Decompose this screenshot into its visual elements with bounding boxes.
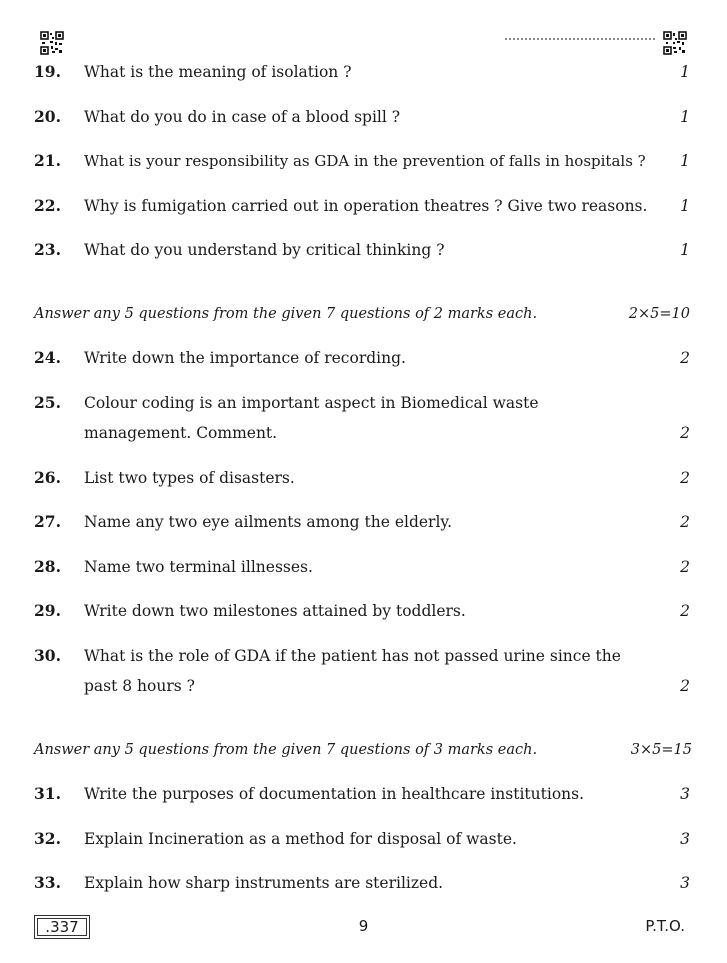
question-text: What is the meaning of isolation ? — [84, 63, 352, 81]
question-number: 20. — [34, 107, 61, 126]
section-instruction — [34, 740, 690, 760]
question-number: 27. — [34, 512, 61, 531]
qr-code-icon — [663, 31, 687, 55]
question-number: 30. — [34, 646, 61, 665]
question-number: 28. — [34, 557, 61, 576]
question-24 — [34, 343, 690, 373]
question-30 — [34, 641, 690, 701]
please-turn-over: P.T.O. — [645, 917, 685, 935]
question-text: List two types of disasters. — [84, 469, 295, 487]
question-28 — [34, 552, 690, 582]
question-number: 31. — [34, 784, 61, 803]
question-text: What is the role of GDA if the patient has not passed urine since the past 8 hours ? — [84, 647, 621, 695]
question-number: 22. — [34, 196, 61, 215]
question-text: Write down the importance of recording. — [84, 349, 406, 367]
instruction-text: Answer any 5 questions from the given 7 questions of 2 marks each. — [34, 306, 538, 322]
section-instruction — [34, 304, 690, 324]
question-marks: 1 — [680, 63, 690, 81]
question-marks: 3 — [680, 830, 690, 848]
question-text: Why is fumigation carried out in operation theatres ? Give two reasons. — [84, 197, 648, 215]
question-19 — [34, 57, 690, 87]
question-number: 26. — [34, 468, 61, 487]
question-text: Write the purposes of documentation in healthcare institutions. — [84, 785, 585, 803]
question-marks: 2 — [680, 558, 690, 576]
question-text: Explain how sharp instruments are sterilized. — [84, 874, 444, 892]
marks-scheme: 3×5=15 — [630, 742, 692, 758]
paper-code: .337 — [45, 918, 79, 936]
question-marks: 2 — [680, 677, 690, 695]
question-26 — [34, 463, 690, 493]
question-23 — [34, 235, 690, 265]
question-text: Colour coding is an important aspect in Biomedical waste management. Comment. — [84, 394, 539, 442]
question-marks: 2 — [680, 602, 690, 620]
question-number: 32. — [34, 829, 61, 848]
question-33 — [34, 868, 690, 898]
question-marks: 3 — [680, 874, 690, 892]
question-marks: 1 — [680, 152, 690, 170]
question-number: 19. — [34, 62, 61, 81]
question-marks: 1 — [680, 108, 690, 126]
question-marks: 2 — [680, 424, 690, 442]
question-number: 24. — [34, 348, 61, 367]
question-number: 23. — [34, 240, 61, 259]
question-29 — [34, 596, 690, 626]
page-number: 9 — [358, 917, 369, 935]
question-text: Name any two eye ailments among the elderly. — [84, 513, 453, 531]
marks-scheme: 2×5=10 — [628, 306, 690, 322]
question-27 — [34, 507, 690, 537]
question-31 — [34, 779, 690, 809]
qr-code-icon — [40, 31, 64, 55]
question-number: 33. — [34, 873, 61, 892]
question-text: What do you understand by critical thinking ? — [84, 241, 445, 259]
question-21 — [34, 146, 690, 176]
question-marks: 2 — [680, 513, 690, 531]
question-text: Write down two milestones attained by toddlers. — [84, 602, 466, 620]
question-text: What is your responsibility as GDA in the prevention of falls in hospitals ? — [84, 152, 646, 170]
question-marks: 1 — [680, 197, 690, 215]
question-22 — [34, 191, 690, 221]
question-marks: 2 — [680, 349, 690, 367]
header-dotted-line — [505, 38, 657, 40]
question-text: What do you do in case of a blood spill ? — [84, 108, 401, 126]
question-number: 29. — [34, 601, 61, 620]
question-marks: 3 — [680, 785, 690, 803]
question-20 — [34, 102, 690, 132]
question-25 — [34, 388, 690, 448]
question-marks: 2 — [680, 469, 690, 487]
instruction-text: Answer any 5 questions from the given 7 questions of 3 marks each. — [34, 742, 538, 758]
question-number: 25. — [34, 393, 61, 412]
question-marks: 1 — [680, 241, 690, 259]
question-number: 21. — [34, 151, 61, 170]
question-text: Explain Incineration as a method for disposal of waste. — [84, 830, 517, 848]
question-text: Name two terminal illnesses. — [84, 558, 313, 576]
question-32 — [34, 824, 690, 854]
